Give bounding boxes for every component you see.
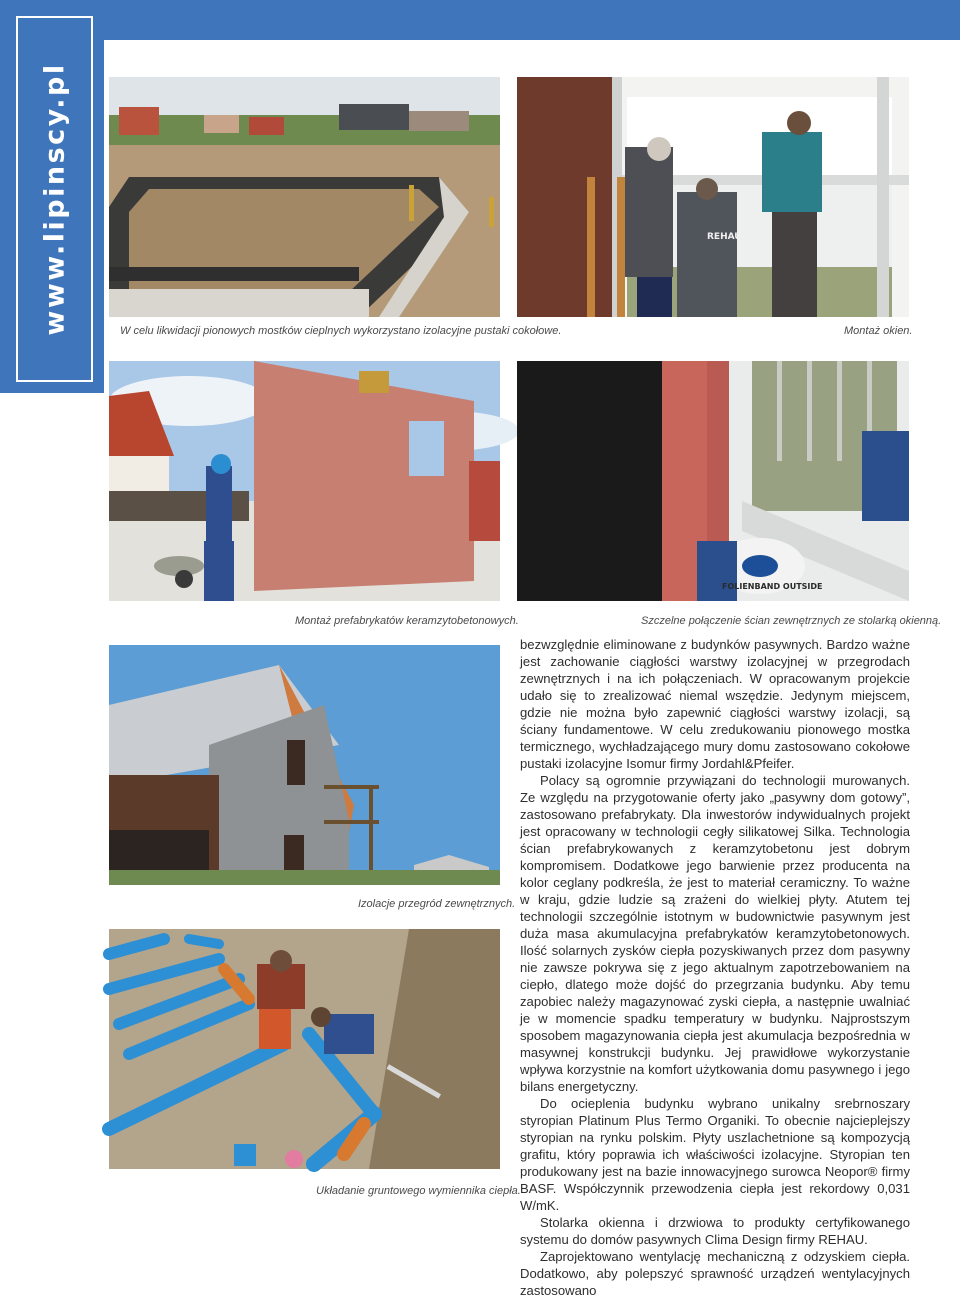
photo-window-install [517, 77, 909, 317]
photo-window-seal [517, 361, 909, 601]
caption-prefab-panel: Montaż prefabrykatów keramzytobetonowych. [295, 615, 519, 627]
side-tab-frame [16, 16, 93, 382]
caption-wall-insulation: Izolacje przegród zewnętrznych. [358, 898, 516, 910]
photo-ground-exchanger [109, 929, 500, 1169]
caption-window-seal: Szczelne połączenie ścian zewnętrznych ze stolarką okienną. [641, 615, 942, 627]
article-body [520, 636, 910, 1299]
photo-wall-insulation [109, 645, 500, 885]
photo-prefab-panel [109, 361, 500, 601]
photo-foundation [109, 77, 500, 317]
site-url: www.lipinscy.pl [39, 62, 70, 336]
tape-label: FOLIENBAND OUTSIDE [722, 582, 823, 591]
side-tab [0, 0, 104, 393]
article-paragraph: Stolarka okienna i drzwiowa to produkty certyfikowanego systemu do domów pasywnych Clima Design firmy REHAU. [520, 1215, 910, 1247]
caption-window-install: Montaż okien. [844, 325, 913, 337]
caption-foundation: W celu likwidacji pionowych mostków cieplnych wykorzystano izolacyjne pustaki cokołowe. [120, 325, 562, 337]
article-paragraph: bezwzględnie eliminowane z budynków pasywnych. Bardzo ważne jest zachowanie ciągłości warstwy izolacyjnej w przegrodach zewnętrznych i na ich połączeniach. W opracowanym projekcie udało się to zrealizować niemal wszędzie. Jedynym miejscem, gdzie nie można było zapewnić ciągłości warstwy izolacji, są ściany fundamentowe. W celu zredukowaniu pionowego mostka termicznego, wychładzającego mury domu zastosowano cokołowe pustaki izolacyjne Isomur firmy Jordahl&Pfeifer. [520, 637, 910, 771]
article-paragraph: Zaprojektowano wentylację mechaniczną z odzyskiem ciepła. Dodatkowo, aby polepszyć sprawność urządzeń wentylacyjnych zastosowano [520, 1249, 910, 1298]
rehau-jacket-label: REHAU [707, 232, 742, 242]
article-paragraph: Do ocieplenia budynku wybrano unikalny srebrnoszary styropian Platinum Plus Termo Organiki. To obecnie najcieplejszy styropian na rynku polskim. Płyty uszlachetnione są kompozycją grafitu, który poprawia ich właściwości izolacyjne. Styropian ten produkowany jest na bazie innowacyjnego surowca Neopor® firmy BASF. Współczynnik przewodzenia ciepła jest rekordowy 0,031 W/mK. [520, 1096, 910, 1213]
caption-ground-exchanger: Układanie gruntowego wymiennika ciepła. [316, 1185, 521, 1197]
article-paragraph: Polacy są ogromnie przywiązani do technologii murowanych. Ze względu na przygotowanie oferty jako „pasywny dom gotowy”, zastosowano prefabrykaty. Dla inwestorów indywidualnych projekt jest opracowany w technologii cegły silikatowej Silka. Technologia ścian prefabrykowanych z keramzytobetonu jest dobrym kompromisem. Dodatkowe jego barwienie przez producenta na kolor ceglany podkreśla, że jest to materiał ceramiczny. To ważne w kraju, gdzie ludzie są zrażeni do wielkiej płyty. Atutem tej technologii szczególnie istotnym w budownictwie pasywnym jest duża masa akumulacyjna prefabrykatów keramzytobetonowych. Ilość solarnych zysków ciepła pozyskiwanych przez dom pasywny nie zawsze pokrywa się z jego aktualnym zapotrzebowaniem na ciepło, dlatego może dojść do przegrzania budynku. Aby temu zapobiec należy magazynować zyski ciepła, a następnie uwalniać je w momencie spadku temperatury w budynku. Najprostszym sposobem magazynowania ciepła jest akumulacja bezpośrednia w masywnej konstrukcji budynku. Jej prawidłowe wykorzystanie wpływa korzystnie na komfort użytkowania domu pasywnego i jego bilans energetyczny. [520, 773, 910, 1094]
top-banner [0, 0, 960, 40]
